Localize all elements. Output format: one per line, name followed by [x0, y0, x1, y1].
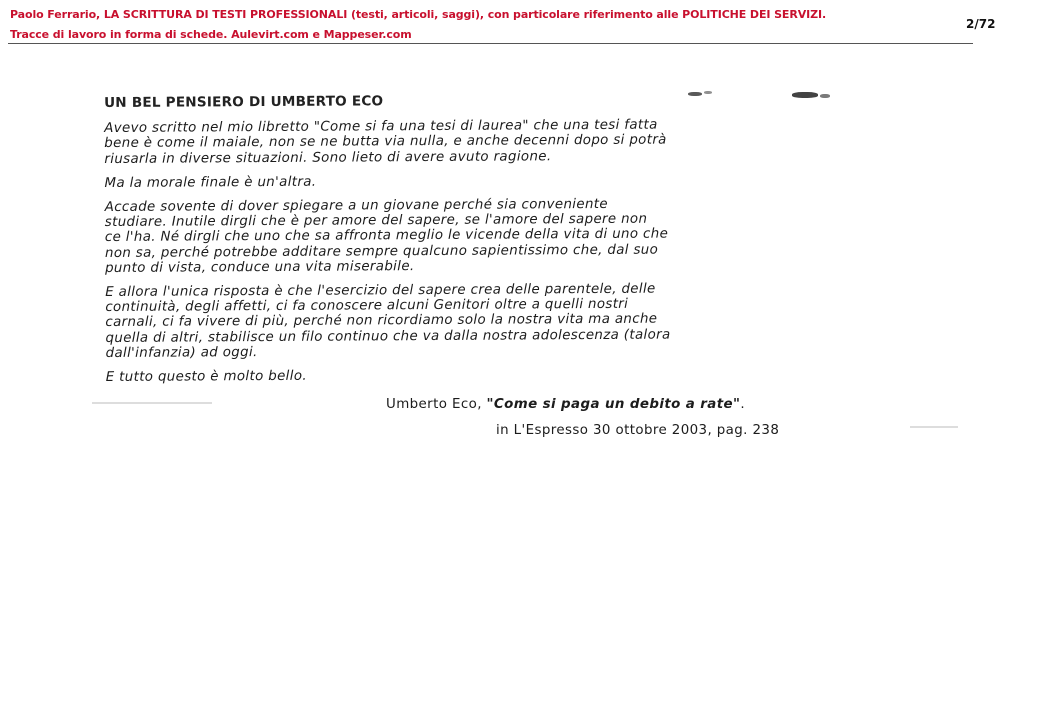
author-name: Umberto Eco, — [386, 397, 487, 412]
signature-author-line — [386, 397, 745, 412]
page-number: 2/72 — [966, 17, 996, 31]
text-line: riusarla in diverse situazioni. Sono lieto di avere avuto ragione. — [104, 148, 552, 167]
article-paragraph — [105, 195, 895, 276]
text-line: studiare. Inutile dirgli che è per amore del sapere, se l'amore del sapere non — [104, 211, 648, 231]
text-line: bene è come il maiale, non se ne butta via nulla, e anche decenni dopo si potrà — [104, 132, 667, 152]
text-line: Accade sovente di dover spiegare a un giovane perché sia conveniente — [104, 196, 608, 216]
signature-trailing: . — [740, 397, 746, 412]
work-title: "Come si paga un debito a rate" — [486, 397, 741, 412]
text-line: non sa, perché potrebbe additare sempre qualcuno sapientissimo che, dal suo — [104, 242, 659, 261]
text-line: punto di vista, conduce una vita miserabile. — [105, 258, 415, 276]
scan-edge — [92, 402, 212, 404]
text-line: carnali, ci fa vivere di più, perché non ricordiamo solo la nostra vita ma anche — [105, 312, 658, 331]
scan-edge — [910, 426, 958, 428]
article-paragraph — [104, 171, 894, 191]
text-line: ce l'ha. Né dirgli che uno che sa affronta meglio le vicende della vita di uno che — [104, 226, 669, 246]
text-line: dall'infanzia) ad oggi. — [105, 344, 258, 361]
article-paragraph — [105, 280, 895, 361]
header-line-2: Tracce di lavoro in forma di schede. Aulevirt.com e Mappeser.com — [10, 28, 412, 41]
text-line: E allora l'unica risposta è che l'esercizio del sapere crea delle parentele, delle — [105, 281, 656, 301]
article-paragraph — [106, 365, 896, 385]
publication-reference: in L'Espresso 30 ottobre 2003, pag. 238 — [496, 423, 780, 438]
scanned-article — [104, 91, 896, 394]
article-title: UN BEL PENSIERO DI UMBERTO ECO — [103, 93, 384, 111]
text-line: quella di altri, stabilisce un filo continuo che va dalla nostra adolescenza (talora — [105, 327, 671, 346]
text-line: E tutto questo è molto bello. — [105, 368, 307, 386]
text-line: continuità, degli affetti, ci fa conoscere alcuni Genitori oltre a quelli nostri — [105, 297, 629, 316]
text-line: Ma la morale finale è un'altra. — [104, 174, 317, 191]
article-paragraph — [104, 116, 894, 166]
scanned-page — [90, 84, 960, 444]
header-divider — [8, 43, 973, 44]
text-line: Avevo scritto nel mio libretto "Come si fa una tesi di laurea" che una tesi fatta — [104, 117, 658, 137]
header-line-1: Paolo Ferrario, LA SCRITTURA DI TESTI PROFESSIONALI (testi, articoli, saggi), con particolare riferimento alle POLITICHE DEI SERVIZI. — [10, 8, 827, 21]
